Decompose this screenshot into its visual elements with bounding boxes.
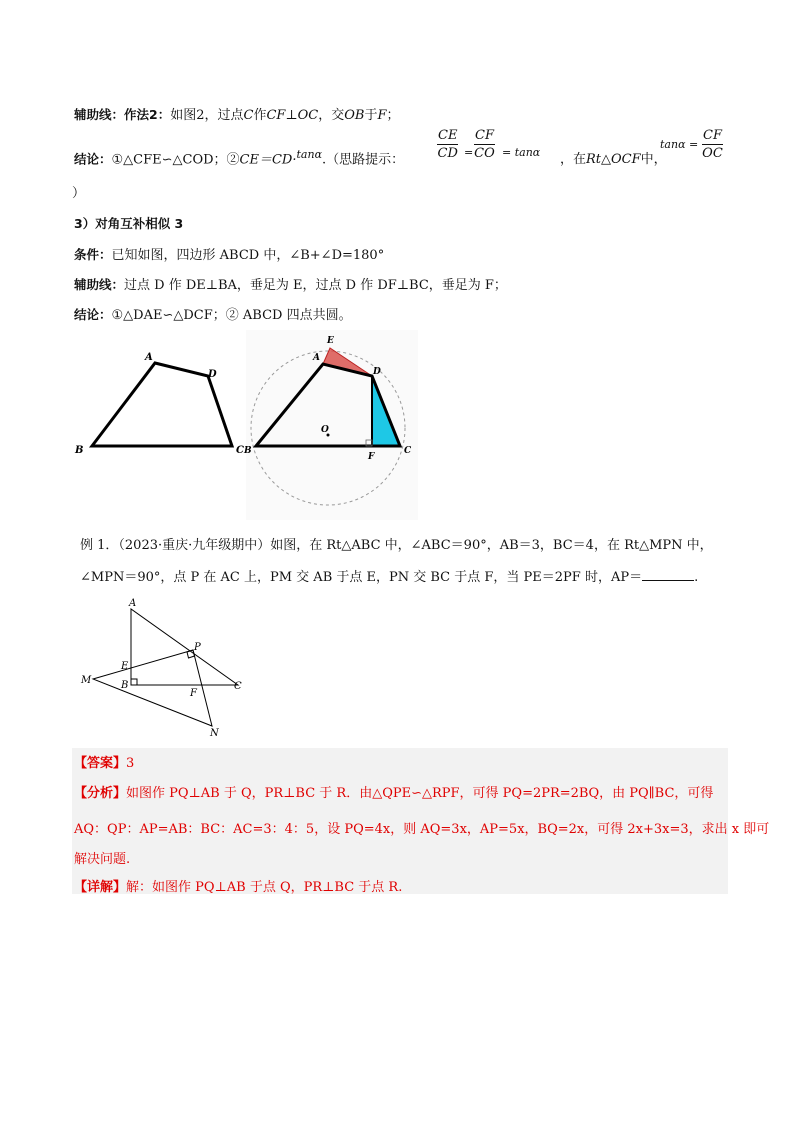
analysis-line1: 【分析】如图作 PQ⊥AB 于 Q，PR⊥BC 于 R．由△QPE∽△RPF，可得 PQ=2PR=2BQ，由 PQ∥BC，可得 xyxy=(74,786,714,801)
right-angle-b xyxy=(131,679,137,685)
label-o-right: O xyxy=(321,425,329,435)
close-paren: ） xyxy=(72,186,86,201)
label-f-right: F xyxy=(368,452,375,462)
label-f: F xyxy=(190,688,197,699)
conclusion-label: 结论： xyxy=(74,151,112,167)
triangle-abc xyxy=(131,609,238,685)
aux-line: 辅助线：过点 D 作 DE⊥BA，垂足为 E，过点 D 作 DF⊥BC，垂足为 F； xyxy=(74,277,507,293)
label-c: C xyxy=(234,681,242,692)
label-e: E xyxy=(121,661,129,672)
fraction-cf-oc: $\frac{CF}{OC}$ xyxy=(702,128,723,161)
label-a-right: A xyxy=(313,353,320,363)
section-3-heading: 3）对角互补相似 3 xyxy=(74,216,184,231)
label-b: B xyxy=(121,680,129,691)
label-c-left: C xyxy=(236,445,244,456)
fig2-conclusion-line: 结论：①△CFE∽△COD；②CE＝CD·$^{tan\alpha}$.（思路提示： xyxy=(74,148,405,168)
label-e-right: E xyxy=(327,336,334,346)
label-p: P xyxy=(194,642,201,653)
conclusion-line: 结论：①△DAE∽△DCF；② ABCD 四点共圆。 xyxy=(74,307,352,323)
fraction-ce-cd: $\frac{CE}{CD}$ xyxy=(437,128,458,161)
equals-tan: = tanα xyxy=(502,146,541,159)
label-b-left: B xyxy=(75,445,84,456)
label-b-right: B xyxy=(244,446,252,456)
fig2-method-line: 辅助线：作法2：如图2，过点C作CF⊥OC，交OB于F； xyxy=(74,107,400,123)
label-n: N xyxy=(210,728,219,739)
analysis-line3: 解决问题. xyxy=(74,852,131,867)
label-m: M xyxy=(81,675,92,686)
label-d-left: D xyxy=(208,369,217,380)
condition-line: 条件：已知如图，四边形 ABCD 中，∠B+∠D=180° xyxy=(74,247,385,263)
example1-line2: ∠MPN＝90°，点 P 在 AC 上，PM 交 AB 于点 E，PN 交 BC 于点 F，当 PE＝2PF 时，AP＝ . xyxy=(80,570,699,585)
quadrilateral-figure xyxy=(70,330,740,520)
label-a-left: A xyxy=(145,352,153,363)
label-d-right: D xyxy=(373,367,381,377)
aux-label: 辅助线：作法2： xyxy=(74,107,171,122)
analysis-line2: AQ：QP：AP=AB：BC：AC=3：4：5，设 PQ=4x，则 AQ=3x，AP=5x，BQ=2x，可得 2x+3x=3，求出 x 即可 xyxy=(74,822,770,837)
example1-line1: 例 1．（2023·重庆·九年级期中）如图，在 Rt△ABC 中，∠ABC＝90°，AB＝3，BC＝4，在 Rt△MPN 中， xyxy=(80,538,713,553)
tan-equals: tanα = xyxy=(660,138,699,151)
answer-blank xyxy=(642,568,694,581)
answer-line: 【答案】3 xyxy=(74,756,135,771)
label-a: A xyxy=(129,598,137,609)
example1-figure xyxy=(78,592,258,742)
label-c-right: C xyxy=(404,446,412,456)
equals-1: = xyxy=(464,146,474,159)
detail-line: 【详解】解：如图作 PQ⊥AB 于点 Q，PR⊥BC 于点 R. xyxy=(74,880,403,895)
fraction-cf-co: $\frac{CF}{CO}$ xyxy=(474,128,495,161)
rt-ocf-text: ，在Rt△OCF中， xyxy=(560,152,667,167)
